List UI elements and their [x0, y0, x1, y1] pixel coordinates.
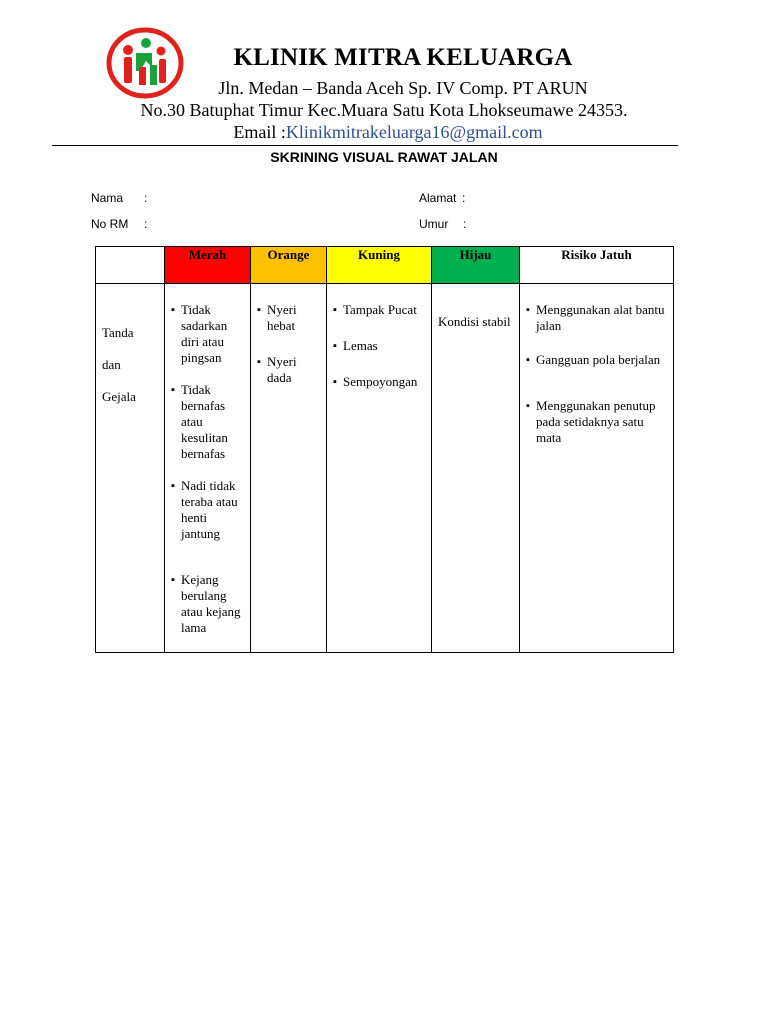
- list-item: ▪ Gangguan pola berjalan: [526, 352, 669, 368]
- merah-cell: [165, 284, 251, 653]
- list-item: ▪ Tampak Pucat: [333, 302, 427, 318]
- list-item: ▪ Tidak sadarkan diri atau pingsan: [171, 302, 246, 366]
- list-item: ▪ Kejang berulang atau kejang lama: [171, 572, 246, 636]
- list-item: ▪ Nyeri dada: [257, 354, 322, 386]
- list-item: ▪ Tidak bernafas atau kesulitan bernafas: [171, 382, 246, 462]
- list-item: ▪ Menggunakan alat bantu jalan: [526, 302, 669, 334]
- header-hijau: Hijau: [432, 247, 520, 284]
- address-line-2: No.30 Batuphat Timur Kec.Muara Satu Kota Lhokseumawe 24353.: [140, 100, 628, 120]
- header-divider: [52, 145, 678, 146]
- document-title: SKRINING VISUAL RAWAT JALAN: [270, 149, 498, 165]
- list-item: ▪ Lemas: [333, 338, 427, 354]
- field-nama-colon: :: [144, 191, 148, 205]
- field-norm-colon: :: [144, 217, 148, 231]
- header-merah: Merah: [165, 247, 251, 284]
- field-nama-label: Nama: [91, 191, 124, 205]
- table-body-row: [96, 284, 674, 653]
- kuning-cell: [327, 284, 432, 653]
- row-label-dan: dan: [102, 357, 121, 372]
- row-label-tanda: Tanda: [102, 325, 134, 340]
- row-label-cell: [96, 284, 165, 653]
- header-risiko-jatuh: Risiko Jatuh: [520, 247, 674, 284]
- table-header-row: [96, 247, 674, 284]
- orange-cell: [251, 284, 327, 653]
- hijau-cell: [432, 284, 520, 653]
- address-line-1: Jln. Medan – Banda Aceh Sp. IV Comp. PT ARUN: [218, 78, 588, 98]
- header-kuning: Kuning: [327, 247, 432, 284]
- header-orange: Orange: [251, 247, 327, 284]
- field-norm-label: No RM: [91, 217, 129, 231]
- risiko-jatuh-cell: [520, 284, 674, 653]
- list-item: ▪ Nadi tidak teraba atau henti jantung: [171, 478, 246, 542]
- list-item: ▪ Menggunakan penutup pada setidaknya satu mata: [526, 398, 669, 446]
- field-umur-label: Umur: [419, 217, 449, 231]
- hijau-text: Kondisi stabil: [438, 314, 511, 329]
- row-label-gejala: Gejala: [102, 389, 136, 404]
- field-alamat-colon: :: [462, 191, 466, 205]
- field-umur-colon: :: [463, 217, 467, 231]
- clinic-name: KLINIK MITRA KELUARGA: [233, 44, 573, 71]
- list-item: ▪ Nyeri hebat: [257, 302, 322, 334]
- field-alamat-label: Alamat: [419, 191, 457, 205]
- email-line: [0, 122, 768, 143]
- email-label: Email :: [233, 122, 286, 142]
- email-link[interactable]: Klinikmitrakeluarga16@gmail.com: [285, 122, 543, 142]
- triage-table: [95, 246, 674, 653]
- list-item: ▪ Sempoyongan: [333, 374, 427, 390]
- header-empty-cell: [96, 247, 165, 284]
